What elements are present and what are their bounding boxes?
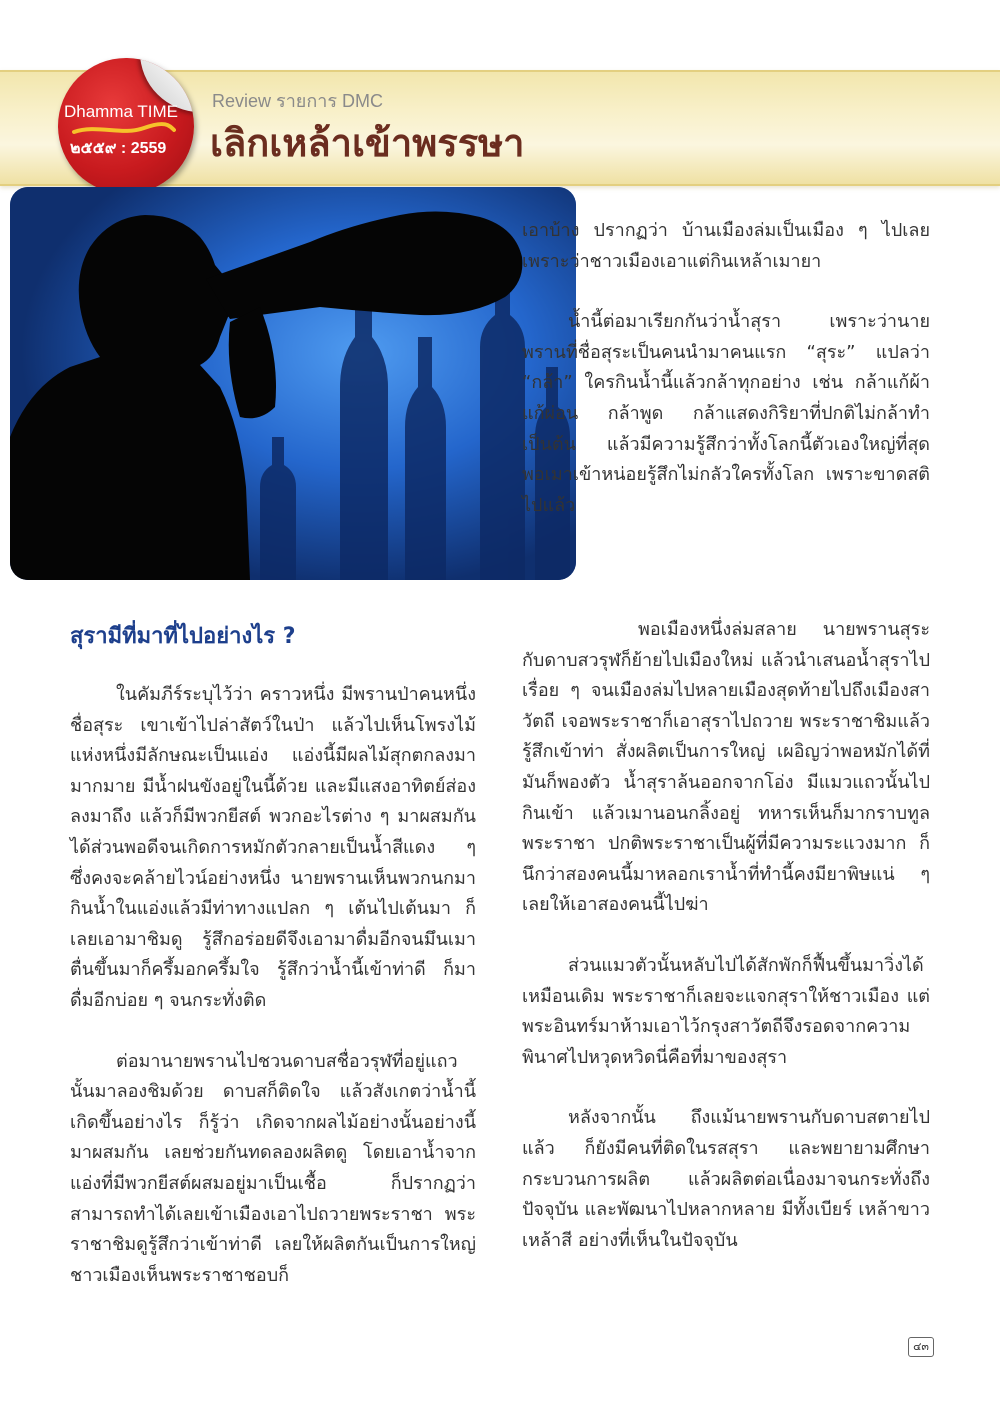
right-bottom-column <box>522 615 930 1286</box>
paragraph: ต่อมานายพรานไปชวนดาบสชื่อวรุฬที่อยู่แถวนั้นมาลองชิมด้วย ดาบสก็ติดใจ แล้วสังเกตว่าน้ำนี้เกิดขึ้นอย่างไร ก็รู้ว่า เกิดจากผลไม้อย่างนั้นอย่างนี้มาผสมกัน เลยช่วยกันทดลองผลิตดู โดยเอาน้ำจากแอ่งที่มีพวกยีสต์ผสมอยู่มาเป็นเชื้อ ก็ปรากฏว่าสามารถทำได้เลยเข้าเมืองเอาไปถวายพระราชา พระราชาชิมดูรู้สึกว่าเข้าท่าดี เลยให้ผลิตกันเป็นการใหญ่ชาวเมืองเห็นพระราชาชอบก็ <box>70 1050 476 1286</box>
paragraph: เอาบ้าง ปรากฏว่า บ้านเมืองล่มเป็นเมือง ๆ ไปเลย เพราะว่าชาวเมืองเอาแต่กินเหล้าเมายา <box>522 220 930 272</box>
swoosh-icon <box>72 122 176 136</box>
section-heading: สุรามีที่มาที่ไปอย่างไร ? <box>70 624 296 649</box>
paragraph: พอเมืองหนึ่งล่มสลาย นายพรานสุระกับดาบสวรุฬก็ย้ายไปเมืองใหม่ แล้วนำเสนอน้ำสุราไปเรื่อย ๆ จนเมืองล่มไปหลายเมืองสุดท้ายไปถึงเมืองสาวัตถี เจอพระราชาก็เอาสุราไปถวาย พระราชาชิมแล้วรู้สึกเข้าท่า สั่งผลิตเป็นการใหญ่ เผอิญว่าพอหมักได้ที่มันก็พองตัว น้ำสุราล้นออกจากโอ่ง มีแมวแถวนั้นไปกินเข้า แล้วเมานอนกลิ้งอยู่ ทหารเห็นก็มากราบทูลพระราชา ปกติพระราชาเป็นผู้ที่มีความระแวงมาก ก็นึกว่าสองคนนี้มาหลอกเราน้ำที่ทำนี้คงมียาพิษแน่ ๆ เลยให้เอาสองคนนี้ไปฆ่า <box>522 619 930 916</box>
right-top-column <box>522 216 930 551</box>
page-title: เลิกเหล้าเข้าพรรษา <box>210 123 525 165</box>
left-column <box>70 680 476 1321</box>
dhamma-time-badge <box>58 58 194 194</box>
paragraph: ส่วนแมวตัวนั้นหลับไปได้สักพักก็ฟื้นขึ้นมาวิ่งได้เหมือนเดิม พระราชาก็เลยจะแจกสุราให้ชาวเมือง แต่พระอินทร์มาห้ามเอาไว้กรุงสาวัตถีจึงรอดจากความพินาศไปหวุดหวิดนี่คือที่มาของสุรา <box>522 954 930 1068</box>
badge-year: ๒๕๕๙ : 2559 <box>70 140 167 157</box>
silhouette-illustration <box>10 187 576 580</box>
drinking-silhouette-photo <box>10 187 576 580</box>
header-subtitle: Review รายการ DMC <box>212 91 384 111</box>
badge-title: Dhamma TIME <box>64 102 178 121</box>
paragraph: หลังจากนั้น ถึงแม้นายพรานกับดาบสตายไปแล้ว ก็ยังมีคนที่ติดในรสสุรา และพยายามศึกษากระบวนการผลิต แล้วผลิตต่อเนื่องมาจนกระทั่งถึงปัจจุบัน และพัฒนาไปหลากหลาย มีทั้งเบียร์ เหล้าขาว เหล้าสี อย่างที่เห็นในปัจจุบัน <box>522 1107 930 1251</box>
page-number: ๔๓ <box>908 1337 934 1357</box>
paragraph: น้ำนี้ต่อมาเรียกกันว่าน้ำสุรา เพราะว่านายพรานที่ชื่อสุระเป็นคนนำมาคนแรก “สุระ” แปลว่า “กล้า” ใครกินน้ำนี้แล้วกล้าทุกอย่าง เช่น กล้าแก้ผ้าแก้ผ่อน กล้าพูด กล้าแสดงกิริยาที่ปกติไม่กล้าทำ เป็นต้น แล้วมีความรู้สึกว่าทั้งโลกนี้ตัวเองใหญ่ที่สุด พอเมาเข้าหน่อยรู้สึกไม่กลัวใครทั้งโลก เพราะขาดสติไปแล้ว <box>522 311 930 516</box>
paragraph: ในคัมภีร์ระบุไว้ว่า คราวหนึ่ง มีพรานป่าคนหนึ่งชื่อสุระ เขาเข้าไปล่าสัตว์ในป่า แล้วไปเห็นโพรงไม้แห่งหนึ่งมีลักษณะเป็นแอ่ง แอ่งนี้มีผลไม้สุกตกลงมามากมาย มีน้ำฝนขังอยู่ในนี้ด้วย และมีแสงอาทิตย์ส่องลงมาถึง แล้วก็มีพวกยีสต์ พวกอะไรต่าง ๆ มาผสมกันได้ส่วนพอดีจนเกิดการหมักตัวกลายเป็นน้ำสีแดง ๆ ซึ่งคงจะคล้ายไวน์อย่างหนึ่ง นายพรานเห็นพวกนกมากินน้ำในแอ่งแล้วมีท่าทางแปลก ๆ เต้นไปเต้นมา ก็เลยเอามาชิมดู รู้สึกอร่อยดีจึงเอามาดื่มอีกจนมึนเมา ตื่นขึ้นมาก็ครึ้มอกครึ้มใจ รู้สึกว่าน้ำนี้เข้าท่าดี ก็มาดื่มอีกบ่อย ๆ จนกระทั่งติด <box>70 684 476 1011</box>
